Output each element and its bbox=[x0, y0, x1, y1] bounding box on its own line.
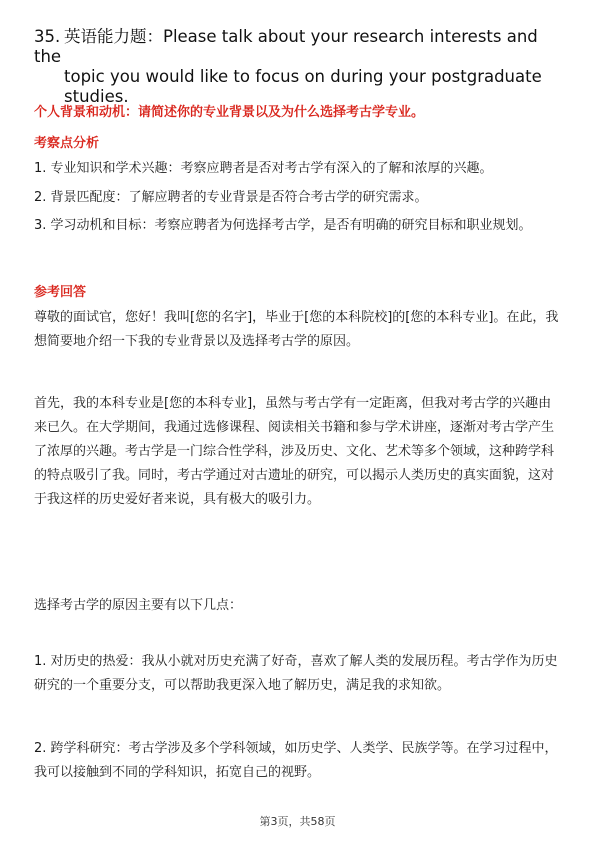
question-line-2: topic you would like to focus on during your postgraduate bbox=[64, 67, 542, 86]
answer-paragraph-4: 1. 对历史的热爱：我从小就对历史充满了好奇，喜欢了解人类的发展历程。考古学作为历史研究的一个重要分支，可以帮助我更深入地了解历史，满足我的求知欲。 bbox=[34, 654, 558, 693]
answer-paragraph-5: 2. 跨学科研究：考古学涉及多个学科领域，如历史学、人类学、民族学等。在学习过程中，我可以接触到不同的学科知识，拓宽自己的视野。 bbox=[34, 741, 558, 780]
question-line-3: studies. bbox=[64, 87, 129, 106]
answer-paragraph-3: 选择考古学的原因主要有以下几点： bbox=[34, 598, 243, 613]
question-number: 35. bbox=[34, 27, 61, 46]
page-footer: 第3页，共58页 bbox=[259, 815, 336, 828]
section-heading: 个人背景和动机：请简述你的专业背景以及为什么选择考古学专业。 bbox=[34, 105, 425, 120]
answer-paragraph-1: 尊敬的面试官，您好！我叫[您的名字]，毕业于[您的本科院校]的[您的本科专业]。在此，我想简要地介绍一下我的专业背景以及选择考古学的原因。 bbox=[34, 310, 559, 349]
answer-heading: 参考回答 bbox=[34, 285, 87, 300]
analysis-heading: 考察点分析 bbox=[34, 136, 100, 151]
answer-paragraph-2: 首先，我的本科专业是[您的本科专业]，虽然与考古学有一定距离，但我对考古学的兴趣由来已久。在大学期间，我通过选修课程、阅读相关书籍和参与学术讲座，逐渐对考古学产生了浓厚的兴趣。考古学是一门综合性学科，涉及历史、文化、艺术等多个领域，这种跨学科的特点吸引了我。同时，考古学通过对古遗址的研究，可以揭示人类历史的真实面貌，这对于我这样的历史爱好者来说，具有极大的吸引力。 bbox=[34, 396, 555, 507]
analysis-point-3: 3. 学习动机和目标：考察应聘者为何选择考古学，是否有明确的研究目标和职业规划。 bbox=[34, 218, 532, 233]
analysis-point-2: 2. 背景匹配度：了解应聘者的专业背景是否符合考古学的研究需求。 bbox=[34, 190, 428, 205]
question-line-1: 英语能力题：Please talk about your research interests and the bbox=[34, 27, 538, 66]
analysis-point-1: 1. 专业知识和学术兴趣：考察应聘者是否对考古学有深入的了解和浓厚的兴趣。 bbox=[34, 161, 493, 176]
question-title bbox=[34, 27, 554, 107]
